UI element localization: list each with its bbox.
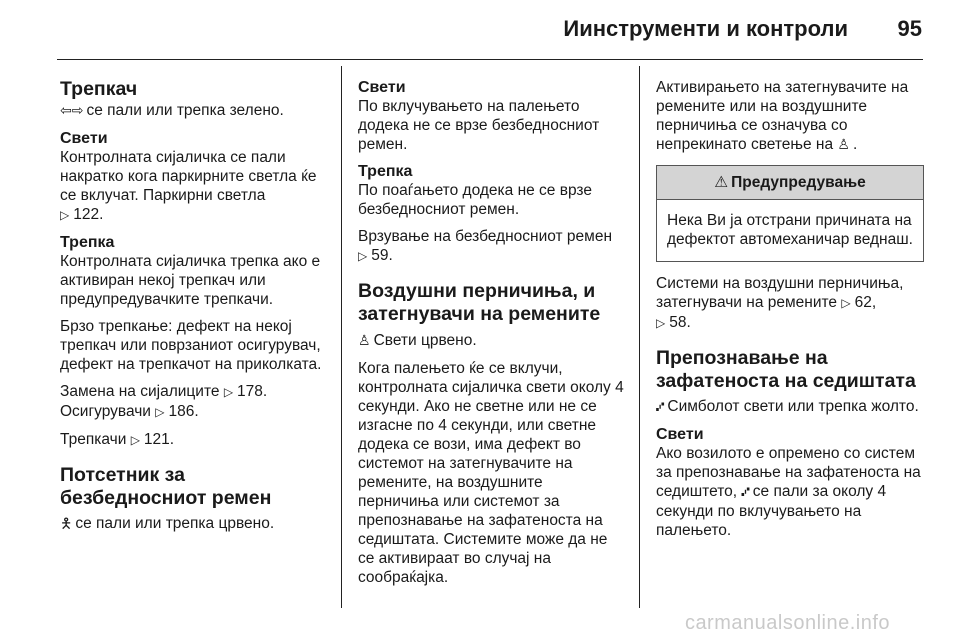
seatbelt-icon: 🯅: [60, 516, 73, 532]
paragraph-flashing: Контролната сијаличка трепка ако е активиран некој трепкач или предупредувачките трепкачи.: [60, 253, 321, 308]
section-title-turn-signal: Трепкач: [60, 78, 138, 100]
turn-signal-icon: ⇦⇨: [60, 103, 84, 119]
paragraph-turn-signals-ref: Трепкачи ▷ 121.: [60, 431, 175, 448]
paragraph-parking-lights: Контролната сијаличка се пали накратко кога паркирните светла ќе се вклучат. Паркирни светла ▷ 122.: [60, 149, 317, 223]
turn-signal-text: ⇦⇨ се пали или трепка зелено.: [60, 102, 284, 119]
page-number: 95: [897, 16, 922, 41]
subheading-on: Свети: [656, 426, 704, 443]
airbag-sub: ♙ Свети црвено.: [358, 332, 477, 349]
page-ref-arrow-icon: ▷: [223, 385, 234, 399]
column-3: [656, 78, 924, 540]
paragraph-seatbelt-flashing: По поаѓањето додека не се врзе безбедносниот ремен.: [358, 182, 592, 218]
column-1: [60, 78, 328, 534]
seat-occupancy-icon: ⑇: [741, 484, 750, 500]
page-ref-arrow-icon: ▷: [155, 405, 165, 419]
airbag-icon: ♙: [837, 137, 850, 153]
page-ref-arrow-icon: ▷: [358, 249, 368, 263]
subheading-on: Свети: [60, 130, 108, 147]
seat-occupancy-icon: ⑇: [656, 399, 665, 415]
paragraph-seat-occupancy-on: Ако возилото е опремено со систем за препознавање на зафатеноста на седиштето, ⑇ се пали за околу 4 секунди по вклучувањето на палењето.: [656, 445, 921, 539]
seat-occupancy-text: ⑇ Симболот свети или трепка жолто.: [656, 398, 919, 415]
paragraph-activation: Активирањето на затегнувачите на ремените или на воздушните перничиња се означува со непрекинато светење на ♙ .: [656, 79, 909, 153]
page-header: [0, 0, 960, 60]
paragraph-fast-flashing: Брзо трепкање: дефект на некој трепкач или поврзаниот осигурувач, дефект на трепкачот на приколката.: [60, 318, 322, 373]
watermark: carmanualsonline.info: [684, 612, 890, 634]
section-title-seat-occupancy: Препознавање на зафатеноста на седиштата: [656, 347, 916, 392]
section-title-airbags: Воздушни перничиња, и затегнувачи на ремените: [358, 280, 601, 325]
section-title-seatbelt-reminder: Потсетник за безбедносниот ремен: [60, 464, 272, 509]
warning-box: [656, 165, 924, 262]
warning-text: Нека Ви ја отстрани причината на дефектот автомеханичар веднаш.: [667, 212, 913, 248]
paragraph-airbag-fault: Кога палењето ќе се вклучи, контролната сијаличка свети околу 4 секунди. Ако не светне или не се изгасне по 4 секунди, или светне додека се вози, има дефект во системот на затегнувачите на ремените, на воздушните перничиња или системот за препознавање на зафатеноста на седиштата. Системите може да не се активираат во случај на сообраќајка.: [358, 360, 624, 586]
page-ref-arrow-icon: ▷: [60, 208, 70, 222]
warning-triangle-icon: ⚠: [714, 173, 729, 191]
header-title: Иинструменти и контроли: [563, 16, 848, 41]
column-divider-1: [341, 66, 342, 608]
subheading-flashing: Трепка: [358, 163, 413, 180]
paragraph-fastening-ref: Врзување на безбедносниот ремен ▷ 59.: [358, 228, 613, 264]
paragraph-systems-ref: Системи на воздушни перничиња, затегнувачи на ремените ▷ 62, ▷ 58.: [656, 275, 904, 331]
column-divider-2: [639, 66, 640, 608]
page-ref-arrow-icon: ▷: [841, 296, 851, 310]
page-ref-arrow-icon: ▷: [130, 433, 140, 447]
subheading-on: Свети: [358, 79, 406, 96]
subheading-flashing: Трепка: [60, 234, 115, 251]
column-2: [358, 78, 626, 587]
page-ref-arrow-icon: ▷: [656, 316, 666, 330]
header-divider: [57, 59, 923, 60]
paragraph-seatbelt-on: По вклучувањето на палењето додека не се врзе безбедносниот ремен.: [358, 98, 600, 153]
paragraph-bulb-replacement: Замена на сијалиците ▷ 178. Осигурувачи ▷ 186.: [60, 383, 268, 420]
warning-header: ⚠ Предупредување: [657, 166, 923, 200]
airbag-icon: ♙: [358, 333, 371, 349]
seatbelt-text: 🯅 се пали или трепка црвено.: [60, 515, 275, 532]
